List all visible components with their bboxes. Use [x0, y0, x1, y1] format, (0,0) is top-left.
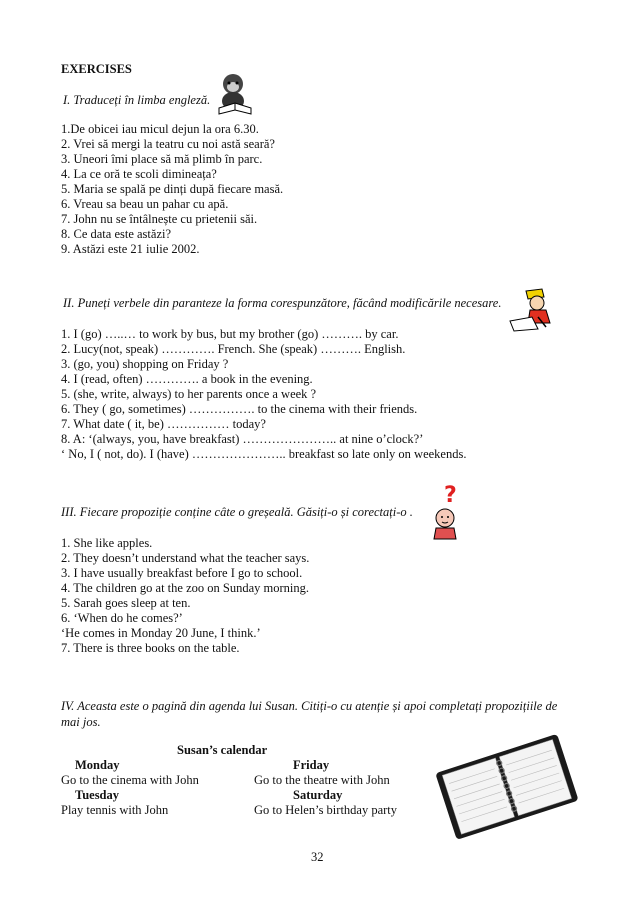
- list-item: 8. Ce data este astăzi?: [61, 227, 172, 241]
- page-heading: EXERCISES: [61, 62, 132, 76]
- list-item: 3. I have usually breakfast before I go to school.: [61, 566, 303, 580]
- list-item: 8. A: ‘(always, you, have breakfast) ………………….. at nine o’clock?’: [61, 432, 424, 446]
- exercise-1-title: I. Traduceți în limba engleză.: [63, 93, 211, 107]
- friday-activity: Go to the theatre with John: [254, 773, 390, 787]
- list-item: 6. They ( go, sometimes) ……………. to the cinema with their friends.: [61, 402, 418, 416]
- list-item: ‘He comes in Monday 20 June, I think.’: [61, 626, 261, 640]
- svg-text:?: ?: [444, 484, 457, 508]
- list-item: 3. (go, you) shopping on Friday ?: [61, 357, 229, 371]
- monkey-reading-icon: [213, 70, 257, 116]
- list-item: 6. ‘When do he comes?’: [61, 611, 183, 625]
- list-item: 6. Vreau sa beau un pahar cu apă.: [61, 197, 229, 211]
- list-item: 4. La ce oră te scoli dimineața?: [61, 167, 217, 181]
- list-item: 4. The children go at the zoo on Sunday morning.: [61, 581, 309, 595]
- day-friday: Friday: [293, 758, 330, 772]
- thinking-person-icon: [428, 484, 462, 540]
- exercise-4-title-cont: mai jos.: [61, 715, 101, 729]
- exercise-4-title: IV. Aceasta este o pagină din agenda lui Susan. Citiți-o cu atenție și apoi completați propozițiile de: [61, 699, 558, 713]
- exercise-2-title: II. Puneți verbele din paranteze la forma corespunzătore, făcând modificările necesare.: [63, 296, 502, 310]
- list-item: 2. Vrei să mergi la teatru cu noi astă seară?: [61, 137, 275, 151]
- list-item: 7. There is three books on the table.: [61, 641, 240, 655]
- list-item: 2. They doesn’t understand what the teacher says.: [61, 551, 310, 565]
- day-tuesday: Tuesday: [75, 788, 120, 802]
- exercise-3-title: III. Fiecare propoziție conține câte o greșeală. Găsiți-o și corectați-o .: [61, 505, 413, 519]
- cartoon-writer-icon: [508, 287, 558, 333]
- list-item: 1. I (go) …..… to work by bus, but my brother (go) ………. by car.: [61, 327, 399, 341]
- list-item: 2. Lucy(not, speak) …………. French. She (speak) ………. English.: [61, 342, 406, 356]
- tuesday-activity: Play tennis with John: [61, 803, 169, 817]
- page-number: 32: [311, 850, 324, 864]
- monday-activity: Go to the cinema with John: [61, 773, 199, 787]
- saturday-activity: Go to Helen’s birthday party: [254, 803, 398, 817]
- list-item: 5. (she, write, always) to her parents once a week ?: [61, 387, 317, 401]
- day-monday: Monday: [75, 758, 120, 772]
- list-item: 5. Maria se spală pe dinți după fiecare masă.: [61, 182, 284, 196]
- list-item: 7. What date ( it, be) …………… today?: [61, 417, 266, 431]
- list-item: 4. I (read, often) …………. a book in the evening.: [61, 372, 313, 386]
- day-saturday: Saturday: [293, 788, 343, 802]
- list-item: ‘ No, I ( not, do). I (have) ………………….. breakfast so late only on weekends.: [61, 447, 467, 461]
- list-item: 9. Astăzi este 21 iulie 2002.: [61, 242, 200, 256]
- planner-book-icon: [432, 728, 580, 840]
- list-item: 3. Uneori îmi place să mă plimb în parc.: [61, 152, 263, 166]
- list-item: 1.De obicei iau micul dejun la ora 6.30.: [61, 122, 259, 136]
- calendar-title: Susan’s calendar: [177, 743, 268, 757]
- list-item: 5. Sarah goes sleep at ten.: [61, 596, 191, 610]
- list-item: 7. John nu se întâlnește cu prietenii săi.: [61, 212, 258, 226]
- list-item: 1. She like apples.: [61, 536, 153, 550]
